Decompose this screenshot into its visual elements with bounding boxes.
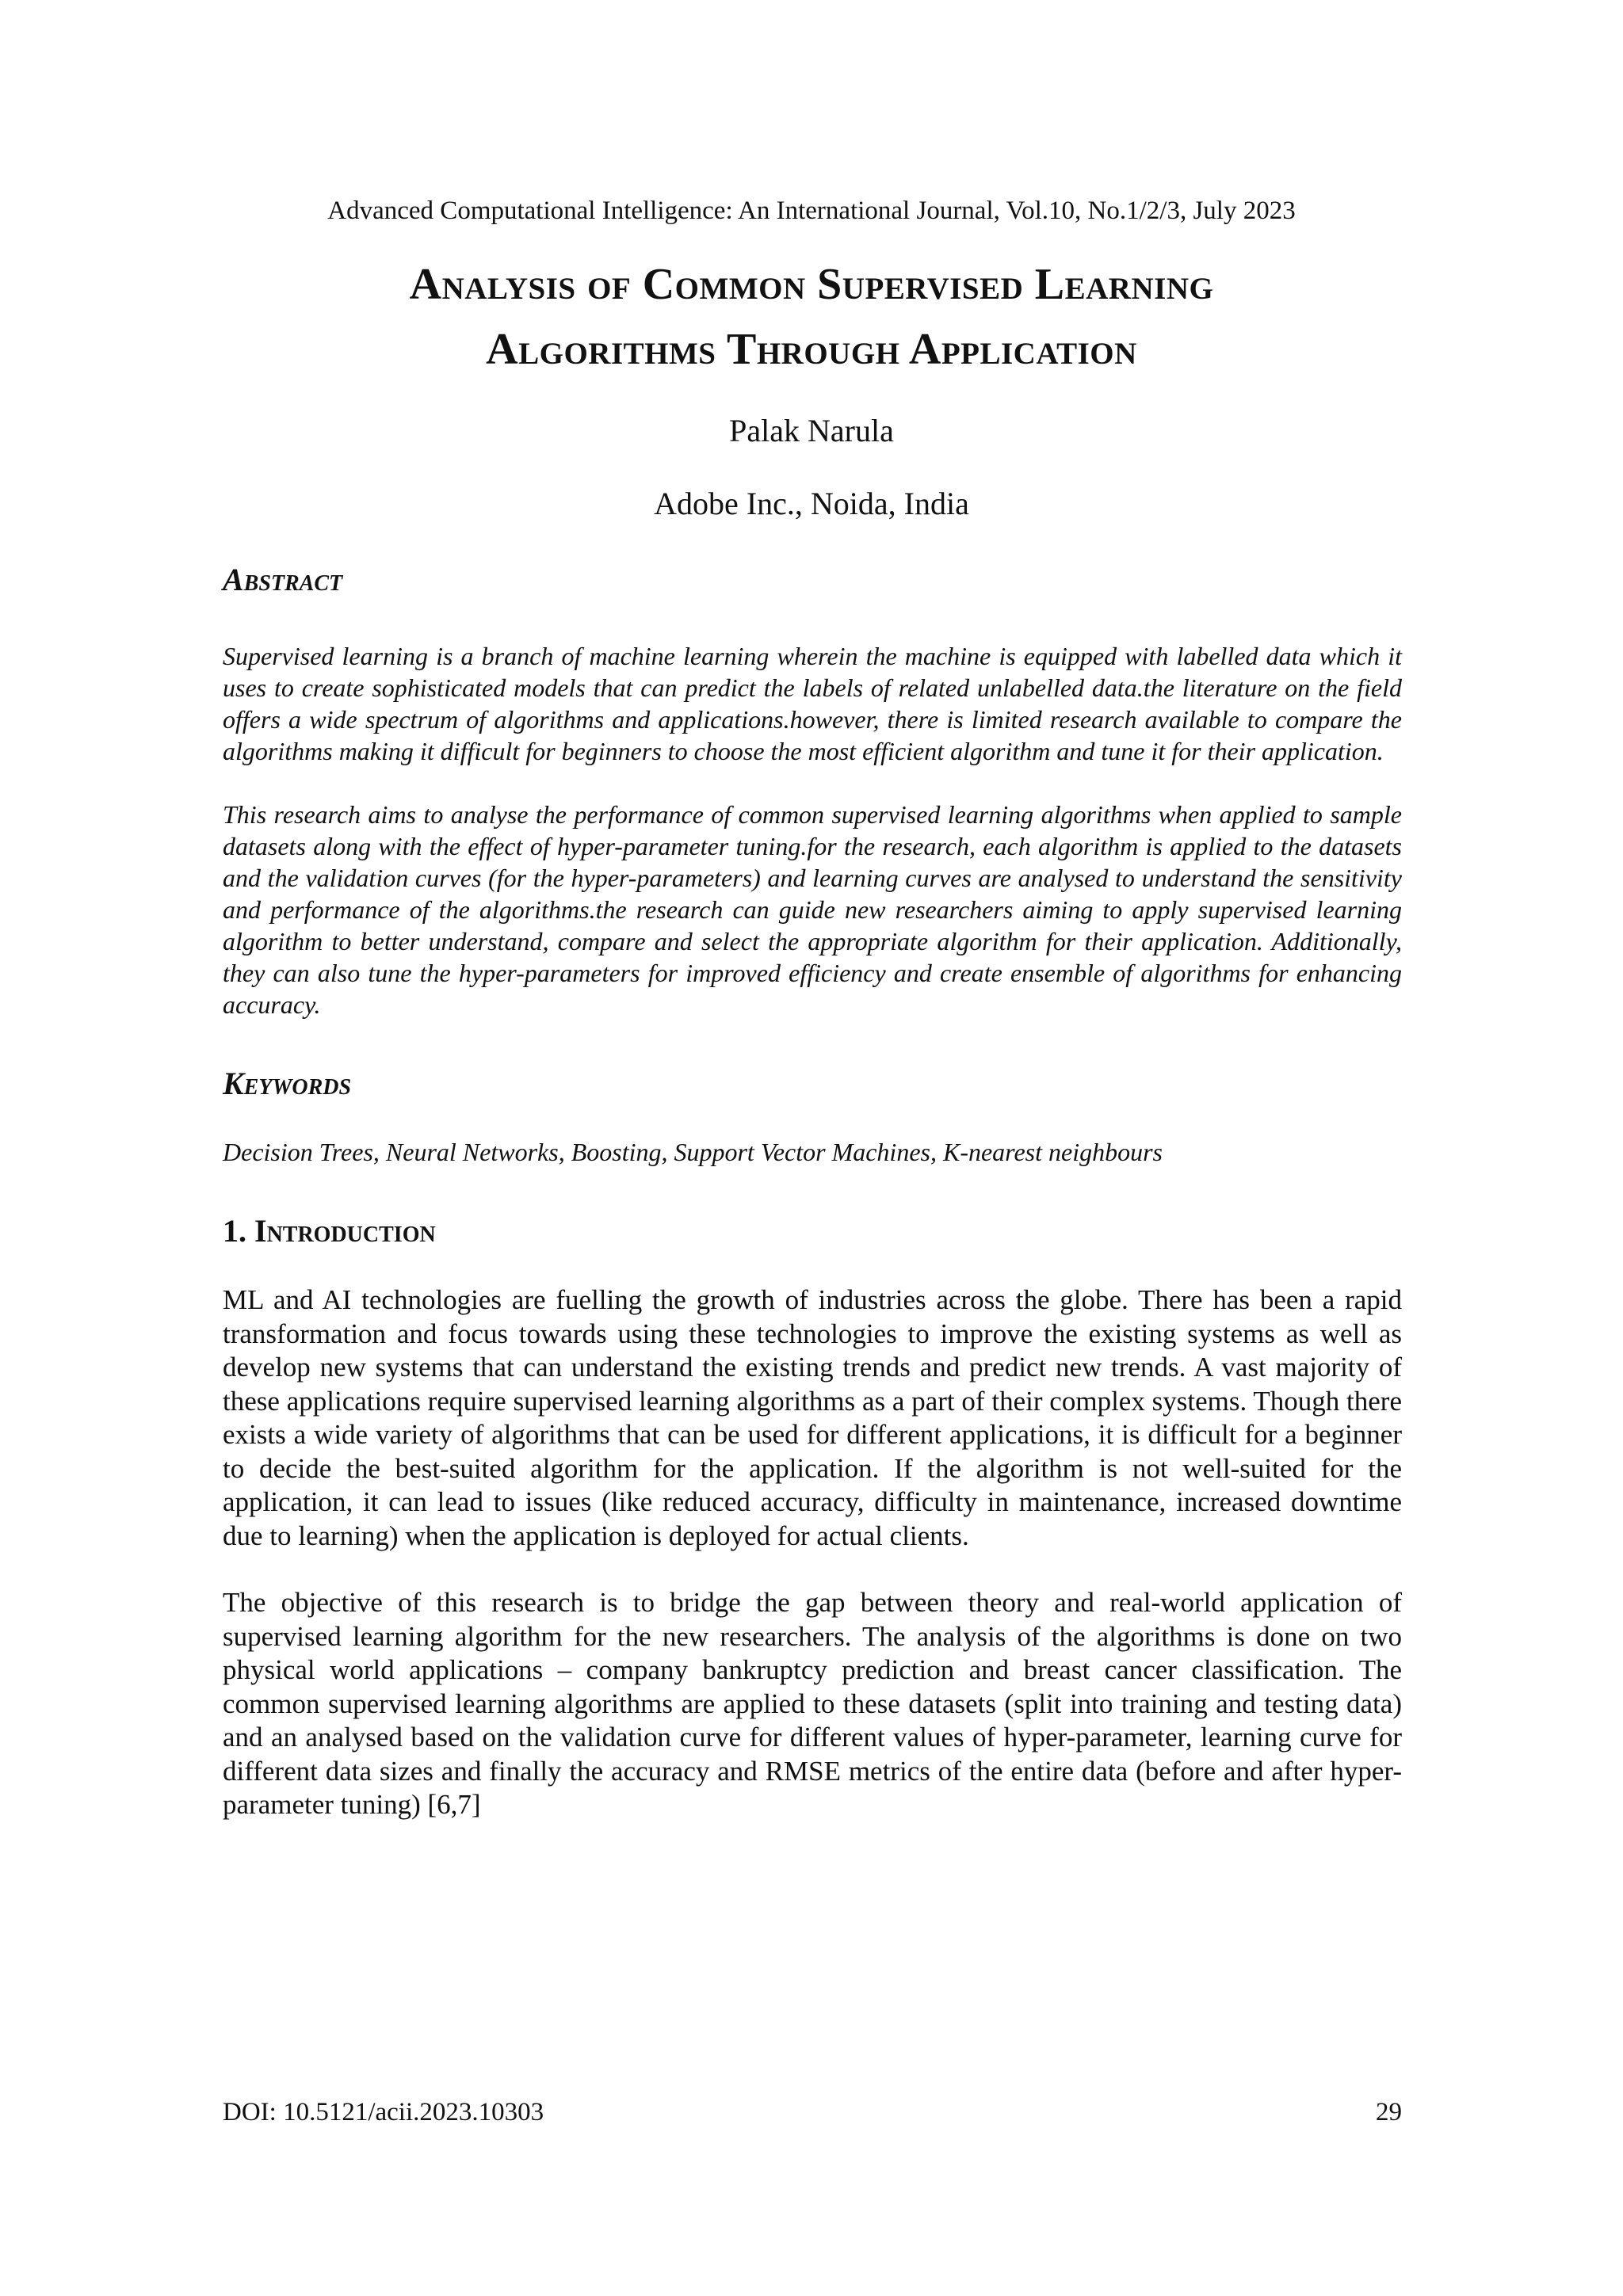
abstract-paragraph-2: This research aims to analyse the performance of common supervised learning algorithms when applied to sample datasets along with the effect of hyper-parameter tuning.for the research, each algorithm is applied to the datasets and the validation curves (for the hyper-parameters) and learning curves are analysed to understand the sensitivity and performance of the algorithms.the research can guide new researchers aiming to apply supervised learning algorithm to better understand, compare and select the appropriate algorithm for their application. Additionally, they can also tune the hyper-parameters for improved efficiency and create ensemble of algorithms for enhancing accuracy. — [223, 800, 1402, 1019]
paper-body — [223, 561, 1402, 1822]
footer-page-number: 29 — [1376, 2098, 1402, 2126]
paper-title — [198, 252, 1425, 382]
author-name: Palak Narula — [729, 413, 894, 448]
footer-doi: DOI: 10.5121/acii.2023.10303 — [223, 2098, 544, 2126]
journal-running-header: Advanced Computational Intelligence: An International Journal, Vol.10, No.1/2/3, July 2023 — [327, 196, 1296, 225]
abstract-paragraph-1: Supervised learning is a branch of machine learning wherein the machine is equipped with labelled data which it uses to create sophisticated models that can predict the labels of related unlabelled data.the literature on the field offers a wide spectrum of algorithms and applications.however, there is limited research available to compare the algorithms making it difficult for beginners to choose the most efficient algorithm and tune it for their application. — [223, 642, 1402, 765]
paper-title-line-1: Analysis of Common Supervised Learning — [409, 260, 1214, 309]
keywords-heading: Keywords — [223, 1066, 352, 1101]
keywords-text: Decision Trees, Neural Networks, Boosting, Support Vector Machines, K-nearest neighbours — [223, 1138, 1163, 1166]
introduction-paragraph-2: The objective of this research is to bridge the gap between theory and real-world application of supervised learning algorithm for the new researchers. The analysis of the algorithms is done on two physical world applications – company bankruptcy prediction and breast cancer classification. The common supervised learning algorithms are applied to these datasets (split into training and testing data) and an analysed based on the validation curve for different values of hyper-parameter, learning curve for different data sizes and finally the accuracy and RMSE metrics of the entire data (before and after hyper-parameter tuning) [6,7] — [223, 1587, 1402, 1820]
paper-title-line-2: Algorithms Through Application — [486, 325, 1137, 374]
introduction-heading: 1. Introduction — [223, 1213, 436, 1249]
author-affiliation: Adobe Inc., Noida, India — [654, 486, 969, 521]
introduction-paragraph-1: ML and AI technologies are fuelling the growth of industries across the globe. There has been a rapid transformation and focus towards using these technologies to improve the existing systems as well as develop new systems that can understand the existing trends and predict new trends. A vast majority of these applications require supervised learning algorithms as a part of their complex systems. Though there exists a wide variety of algorithms that can be used for different applications, it is difficult for a beginner to decide the best-suited algorithm for the application. If the algorithm is not well-suited for the application, it can lead to issues (like reduced accuracy, difficulty in maintenance, increased downtime due to learning) when the application is deployed for actual clients. — [223, 1284, 1402, 1551]
abstract-heading: Abstract — [223, 562, 343, 597]
